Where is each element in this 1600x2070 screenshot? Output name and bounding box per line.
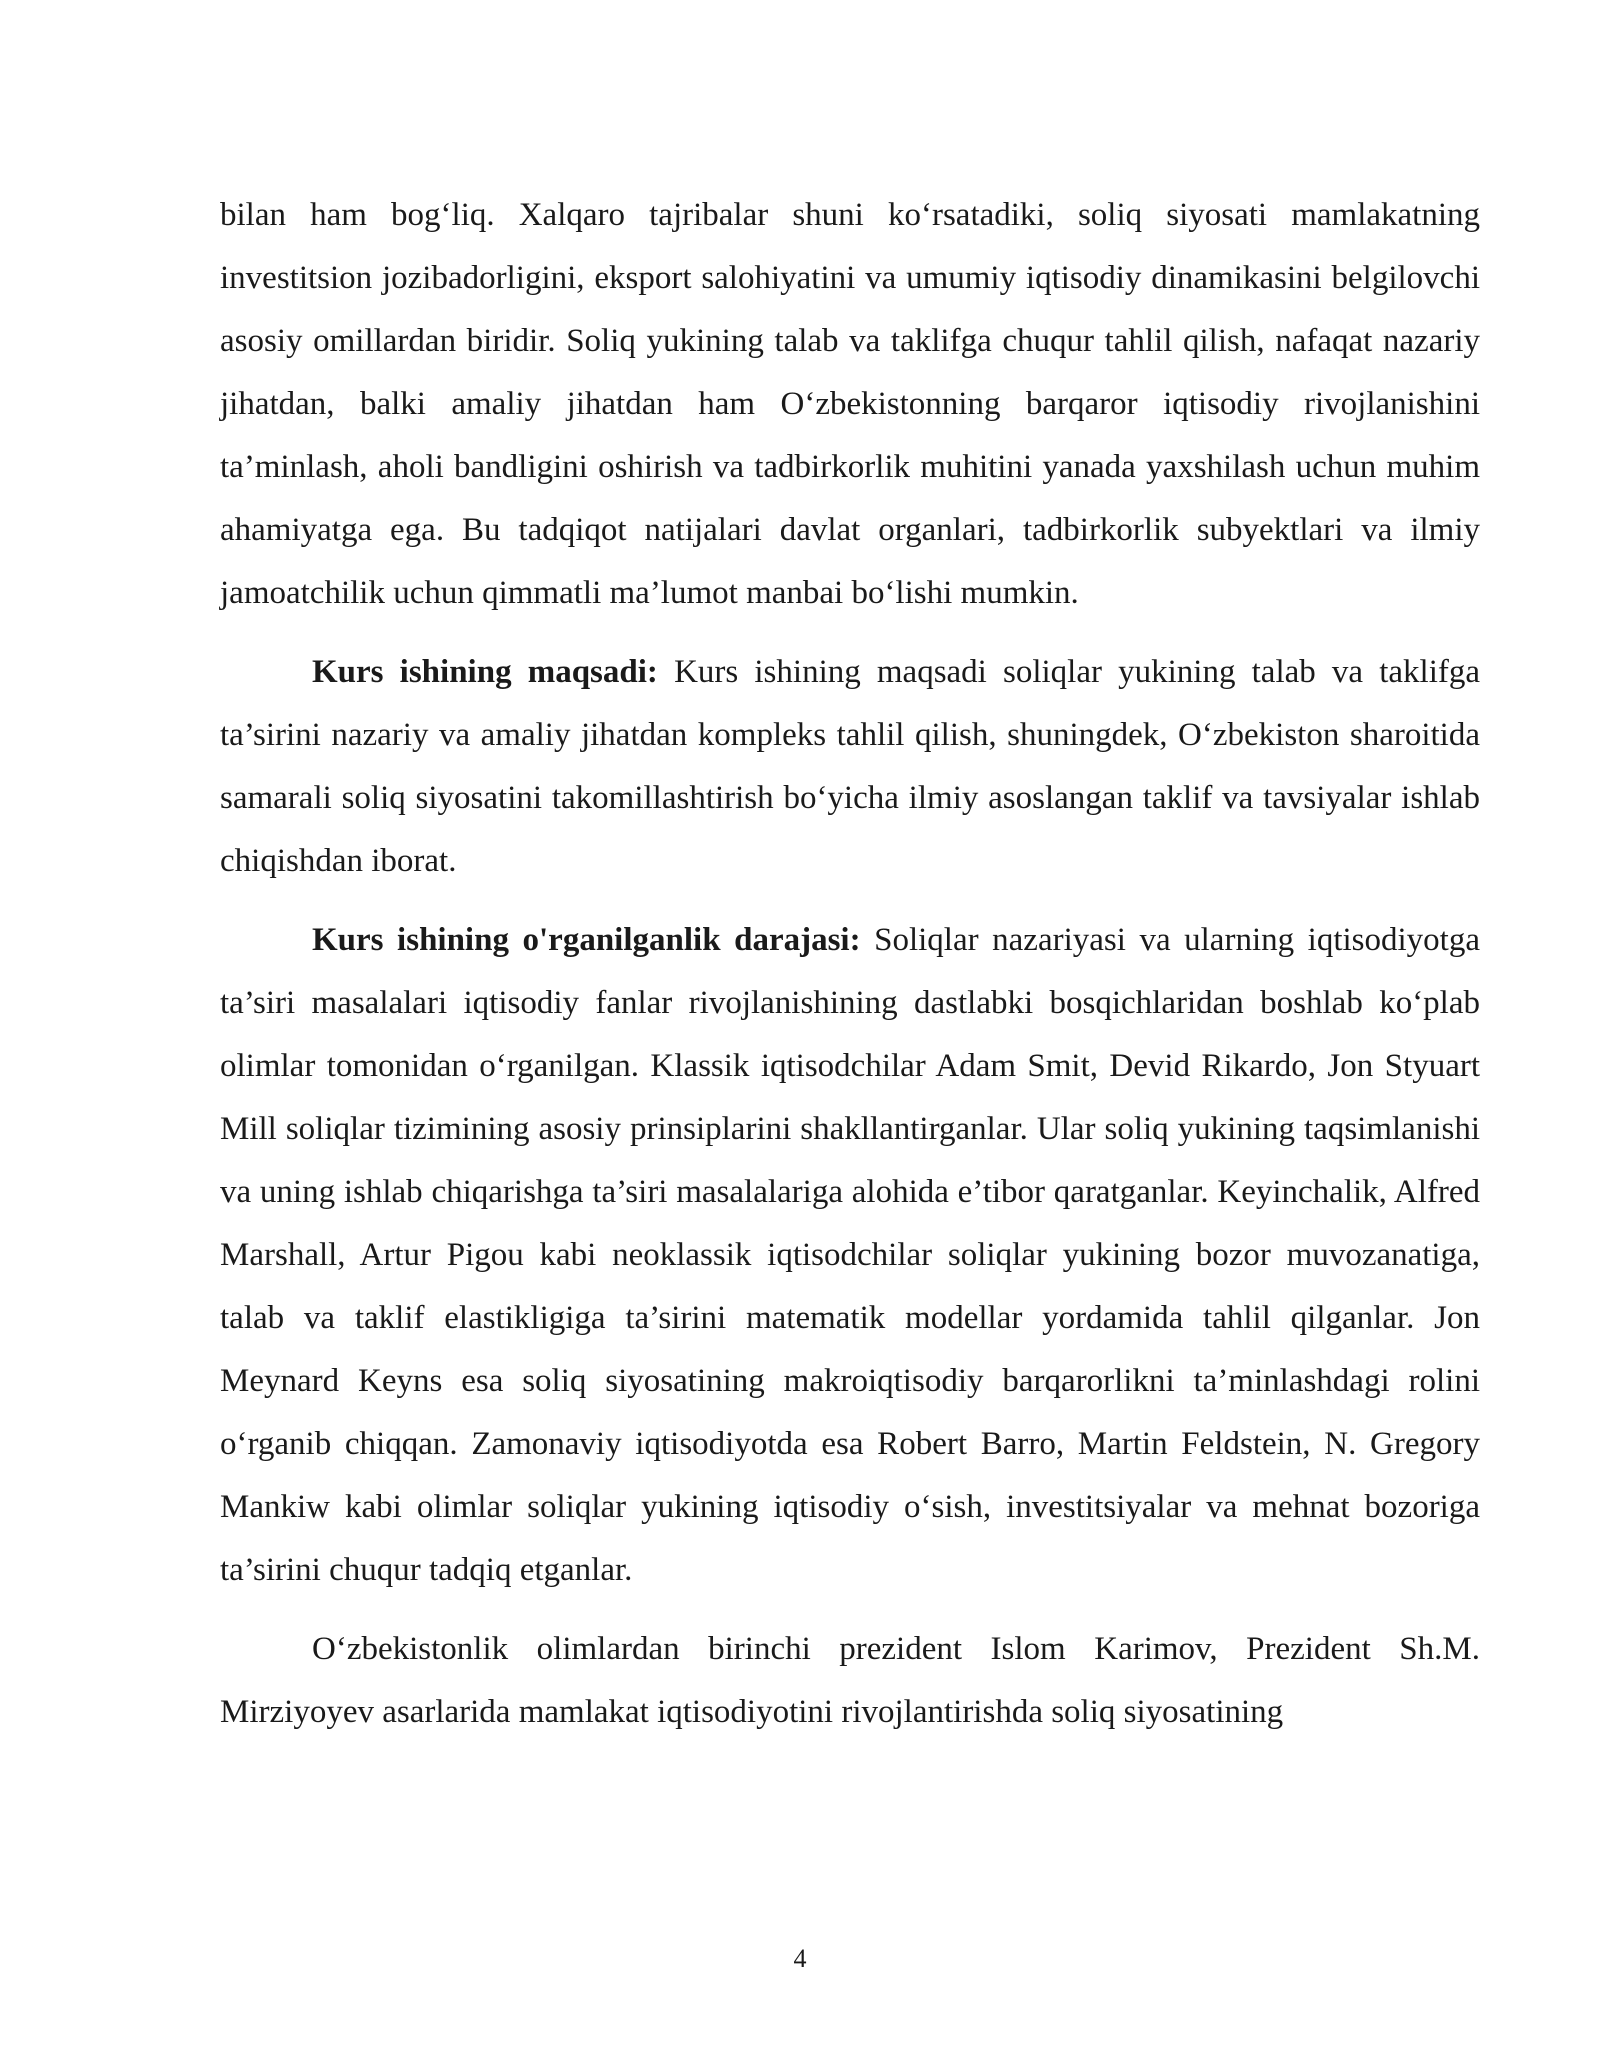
paragraph-course-goal	[220, 641, 1480, 893]
paragraph-text: Soliqlar nazariyasi va ularning iqtisodiyotga ta’siri masalalari iqtisodiy fanlar rivojlanishining dastlabki bosqichlaridan boshlab ko‘plab olimlar tomonidan o‘rganilgan. Klassik iqtisodchilar Adam Smit, Devid Rikardo, Jon Styuart Mill soliqlar tizimining asosiy prinsiplarini shakllantirganlar. Ular soliq yukining taqsimlanishi va uning ishlab chiqarishga ta’siri masalalariga alohida e’tibor qaratganlar. Keyinchalik, Alfred Marshall, Artur Pigou kabi neoklassik iqtisodchilar soliqlar yukining bozor muvozanatiga, talab va taklif elastikligiga ta’sirini matematik modellar yordamida tahlil qilganlar. Jon Meynard Keyns esa soliq siyosatining makroiqtisodiy barqarorlikni ta’minlashdagi rolini o‘rganib chiqqan. Zamonaviy iqtisodiyotda esa Robert Barro, Martin Feldstein, N. Gregory Mankiw kabi olimlar soliqlar yukining iqtisodiy o‘sish, investitsiyalar va mehnat bozoriga ta’sirini chuqur tadqiq etganlar.	[220, 922, 1480, 1588]
paragraph-uzbek-scholars	[220, 1618, 1480, 1744]
document-body	[220, 184, 1480, 1760]
paragraph-text: O‘zbekistonlik olimlardan birinchi prezident Islom Karimov, Prezident Sh.M. Mirziyoyev asarlarida mamlakat iqtisodiyotini rivojlantirishda soliq siyosatining	[220, 1631, 1480, 1730]
page-number: 4	[793, 1944, 807, 1973]
paragraph-study-level	[220, 909, 1480, 1602]
paragraph-heading: Kurs ishining maqsadi:	[312, 654, 658, 690]
paragraph-text: bilan ham bog‘liq. Xalqaro tajribalar shuni ko‘rsatadiki, soliq siyosati mamlakatning investitsion jozibadorligini, eksport salohiyatini va umumiy iqtisodiy dinamikasini belgilovchi asosiy omillardan biridir. Soliq yukining talab va taklifga chuqur tahlil qilish, nafaqat nazariy jihatdan, balki amaliy jihatdan ham O‘zbekistonning barqaror iqtisodiy rivojlanishini ta’minlash, aholi bandligini oshirish va tadbirkorlik muhitini yanada yaxshilash uchun muhim ahamiyatga ega. Bu tadqiqot natijalari davlat organlari, tadbirkorlik subyektlari va ilmiy jamoatchilik uchun qimmatli ma’lumot manbai bo‘lishi mumkin.	[220, 197, 1480, 611]
paragraph-heading: Kurs ishining o'rganilganlik darajasi:	[312, 922, 861, 958]
paragraph-intro-continuation	[220, 184, 1480, 625]
paragraph-text: Kurs ishining maqsadi soliqlar yukining talab va taklifga ta’sirini nazariy va amaliy jihatdan kompleks tahlil qilish, shuningdek, O‘zbekiston sharoitida samarali soliq siyosatini takomillashtirish bo‘yicha ilmiy asoslangan taklif va tavsiyalar ishlab chiqishdan iborat.	[220, 654, 1480, 879]
